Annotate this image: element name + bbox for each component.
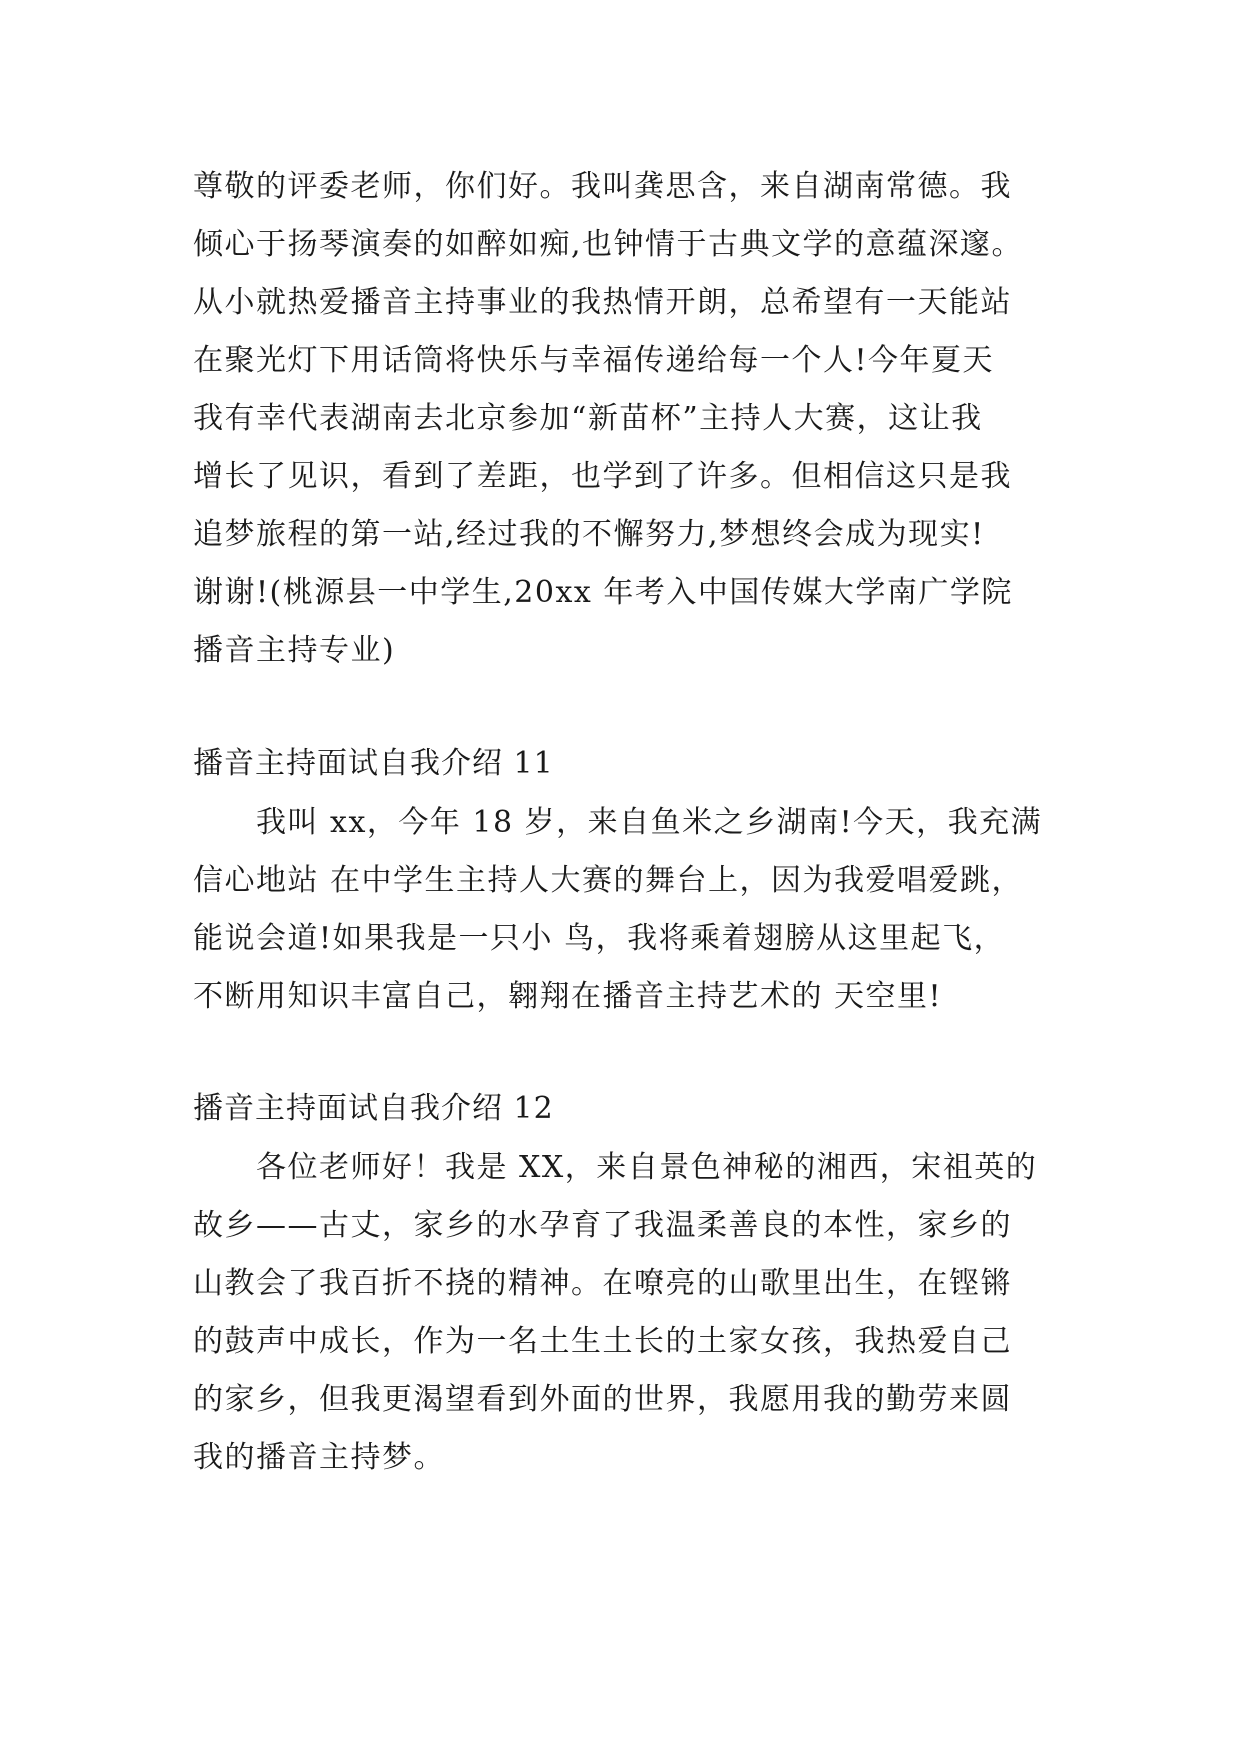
paragraph-line: 从小就热爱播音主持事业的我热情开朗，总希望有一天能站 [193,285,1012,320]
paragraph-line: 尊敬的评委老师，你们好。我叫龚思含，来自湖南常德。我 [193,169,1012,204]
paragraph-line: 谢谢!(桃源县一中学生,20xx 年考入中国传媒大学南广学院 [193,575,1013,610]
paragraph-line: 的鼓声中成长，作为一名土生土长的土家女孩，我热爱自己 [193,1324,1012,1359]
paragraph-line: 我的播音主持梦。 [193,1440,445,1475]
paragraph-line: 能说会道!如果我是一只小 鸟，我将乘着翅膀从这里起飞， [193,921,1006,956]
paragraph-line: 不断用知识丰富自己，翱翔在播音主持艺术的 天空里! [193,979,943,1014]
paragraph-line: 倾心于扬琴演奏的如醉如痴,也钟情于古典文学的意蕴深邃。 [193,227,1024,262]
paragraph-line: 我有幸代表湖南去北京参加“新苗杯”主持人大赛，这让我 [193,401,983,436]
paragraph-line: 增长了见识，看到了差距，也学到了许多。但相信这只是我 [193,459,1012,494]
paragraph-line: 在聚光灯下用话筒将快乐与幸福传递给每一个人!今年夏天 [193,343,995,378]
section-heading: 播音主持面试自我介绍 11 [193,746,554,781]
paragraph-line: 的家乡，但我更渴望看到外面的世界，我愿用我的勤劳来圆 [193,1382,1012,1417]
paragraph-line: 播音主持专业) [193,633,396,668]
paragraph-line: 我叫 xx，今年 18 岁，来自鱼米之乡湖南!今天，我充满 [256,805,1043,840]
paragraph-line: 故乡——古丈，家乡的水孕育了我温柔善良的本性，家乡的 [193,1208,1012,1243]
paragraph-line: 各位老师好！我是 XX，来自景色神秘的湘西，宋祖英的 [256,1150,1038,1185]
paragraph-line: 追梦旅程的第一站,经过我的不懈努力,梦想终会成为现实! [193,517,985,552]
paragraph-line: 信心地站 在中学生主持人大赛的舞台上，因为我爱唱爱跳， [193,863,1024,898]
paragraph-line: 山教会了我百折不挠的精神。在嘹亮的山歌里出生，在铿锵 [193,1266,1012,1301]
section-heading: 播音主持面试自我介绍 12 [193,1091,554,1126]
